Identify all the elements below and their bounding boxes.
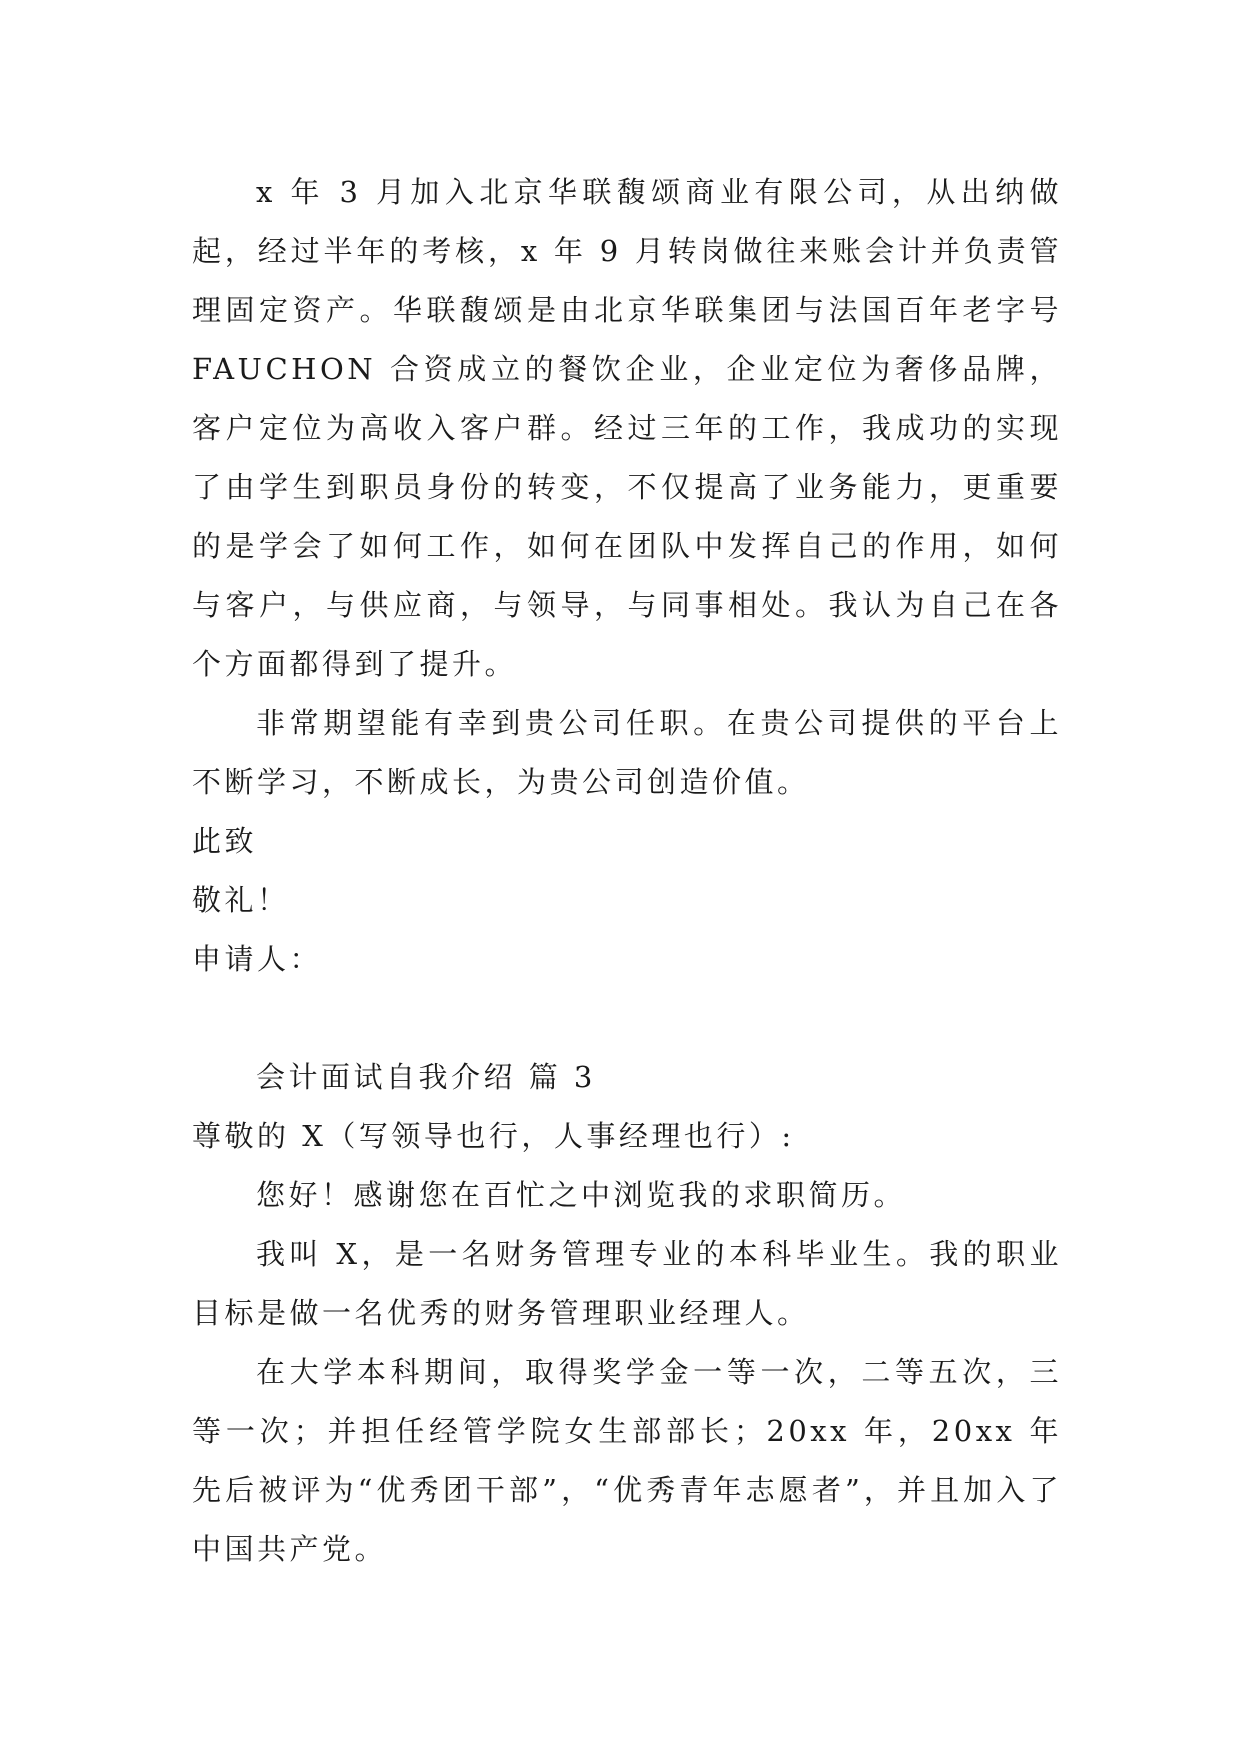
- document-body: [192, 163, 1062, 1579]
- paragraph-greeting: 您好！感谢您在百忙之中浏览我的求职简历。: [256, 1178, 907, 1212]
- paragraph-self-intro: 我叫 X，是一名财务管理专业的本科毕业生。我的职业目标是做一名优秀的财务管理职业经理人。: [192, 1237, 1062, 1330]
- closing-line-1: 此致: [192, 824, 258, 858]
- applicant-label: 申请人：: [192, 942, 323, 976]
- paragraph-university-achievements: 在大学本科期间，取得奖学金一等一次，二等五次，三等一次；并担任经管学院女生部部长；20xx 年，20xx 年先后被评为“优秀团干部”，“优秀青年志愿者”，并且加入了中国共产党。: [192, 1355, 1062, 1566]
- spacer: [192, 989, 1062, 1048]
- salutation: 尊敬的 X（写领导也行，人事经理也行）:: [192, 1119, 795, 1153]
- paragraph-work-experience: x 年 3 月加入北京华联馥颂商业有限公司，从出纳做起，经过半年的考核，x 年 9 月转岗做往来账会计并负责管理固定资产。华联馥颂是由北京华联集团与法国百年老字号 FAUCHON 合资成立的餐饮企业，企业定位为奢侈品牌，客户定位为高收入客户群。经过三年的工作，我成功的实现了由学生到职员身份的转变，不仅提高了业务能力，更重要的是学会了如何工作，如何在团队中发挥自己的作用，如何与客户，与供应商，与领导，与同事相处。我认为自己在各个方面都得到了提升。: [192, 175, 1062, 681]
- closing-line-2: 敬礼！: [192, 883, 290, 917]
- paragraph-job-aspiration: 非常期望能有幸到贵公司任职。在贵公司提供的平台上不断学习，不断成长，为贵公司创造价值。: [192, 706, 1062, 799]
- section-title: 会计面试自我介绍 篇 3: [256, 1060, 596, 1094]
